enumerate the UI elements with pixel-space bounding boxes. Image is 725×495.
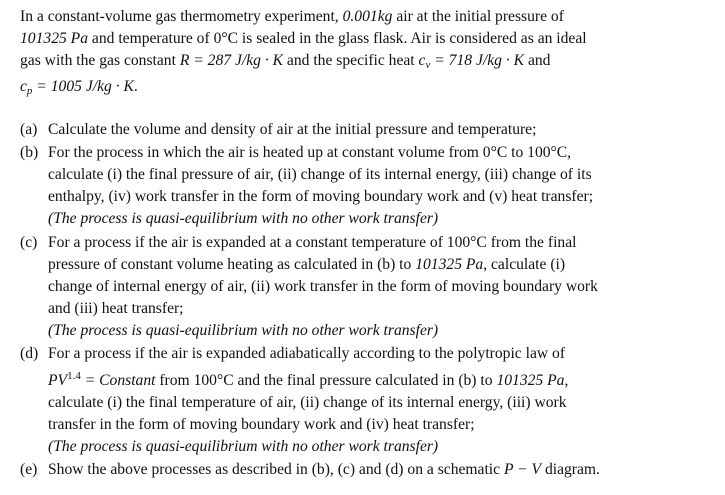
pressure-value: 101325 Pa <box>496 372 565 389</box>
question-line <box>48 365 705 392</box>
intro-text: and temperature of 0°C is sealed in the glass flask. Air is considered as an ideal <box>88 30 587 47</box>
cp-subscript: p <box>26 85 33 97</box>
intro-text: . <box>133 78 138 95</box>
pv-symbol: PV <box>48 372 68 389</box>
intro-text: In a constant-volume gas thermometry experiment, <box>20 8 343 25</box>
intro-line-3 <box>20 50 705 76</box>
question-b <box>20 142 705 230</box>
intro-text: and the specific heat <box>283 52 419 69</box>
question-line: For a process if the air is expanded at a constant temperature of 100°C from the final <box>48 234 577 251</box>
question-line: and (iii) heat transfer; <box>48 300 184 317</box>
cv-letter: c <box>418 52 426 69</box>
cv-subscript: v <box>425 59 431 71</box>
question-line: For the process in which the air is heated up at constant volume from 0°C to 100°C, <box>48 144 572 161</box>
question-text: pressure of constant volume heating as calculated in (b) to <box>48 256 416 273</box>
question-text: diagram. <box>541 461 600 478</box>
question-e <box>20 459 705 481</box>
polytropic-law: = Constant <box>80 372 156 389</box>
question-body <box>48 142 705 230</box>
cp-symbol <box>20 78 32 95</box>
intro-text: and <box>524 52 551 69</box>
question-body <box>48 232 705 342</box>
question-line: calculate (i) the final pressure of air, (ii) change of its internal energy, (iii) change of its <box>48 166 592 183</box>
gas-constant: R = 287 J/kg · K <box>179 52 284 69</box>
intro-line-4 <box>20 76 705 102</box>
question-label: (d) <box>20 345 39 362</box>
intro-text: gas with the gas constant <box>20 52 180 69</box>
question-text: , <box>564 372 569 389</box>
question-line: transfer in the form of moving boundary work and (iv) heat transfer; <box>48 416 475 433</box>
question-text: , calculate (i) <box>483 256 566 273</box>
question-line <box>48 459 705 481</box>
question-a <box>20 119 705 141</box>
pv-diagram-symbol: P − V <box>503 461 542 478</box>
question-line: enthalpy, (iv) work transfer in the form of moving boundary work and (v) heat transfer; <box>48 188 594 205</box>
cp-value: = 1005 J/kg · K <box>32 78 134 95</box>
cp-letter: c <box>20 78 27 95</box>
question-text: from 100°C and the final pressure calculated in (b) to <box>155 372 497 389</box>
question-line: calculate (i) the final temperature of air, (ii) change of its internal energy, (iii) work <box>48 394 567 411</box>
question-body <box>48 459 705 481</box>
initial-pressure-value: 101325 Pa <box>20 30 89 47</box>
cv-value: = 718 J/kg · K <box>430 52 525 69</box>
question-label: (a) <box>20 121 38 138</box>
question-line: change of internal energy of air, (ii) work transfer in the form of moving boundary work <box>48 278 598 295</box>
question-d <box>20 343 705 458</box>
process-note: (The process is quasi-equilibrium with no other work transfer) <box>48 322 439 339</box>
question-label: (c) <box>20 234 38 251</box>
question-text: Show the above processes as described in (b), (c) and (d) on a schematic <box>48 461 504 478</box>
question-line: For a process if the air is expanded adiabatically according to the polytropic law of <box>48 345 566 362</box>
process-note: (The process is quasi-equilibrium with no other work transfer) <box>48 438 439 455</box>
intro-line-1 <box>20 6 705 28</box>
polytropic-exponent: 1.4 <box>67 370 81 382</box>
process-note: (The process is quasi-equilibrium with no other work transfer) <box>48 210 439 227</box>
question-body <box>48 343 705 458</box>
question-label: (e) <box>20 461 38 478</box>
question-label: (b) <box>20 144 39 161</box>
question-line: Calculate the volume and density of air at the initial pressure and temperature; <box>48 121 537 138</box>
intro-line-2 <box>20 28 705 50</box>
question-body <box>48 119 705 141</box>
question-line <box>48 254 705 276</box>
question-c <box>20 232 705 342</box>
intro-text: air at the initial pressure of <box>392 8 564 25</box>
pressure-value: 101325 Pa <box>415 256 484 273</box>
problem-intro <box>20 6 705 102</box>
cv-symbol <box>419 52 431 69</box>
mass-value: 0.001kg <box>342 8 393 25</box>
